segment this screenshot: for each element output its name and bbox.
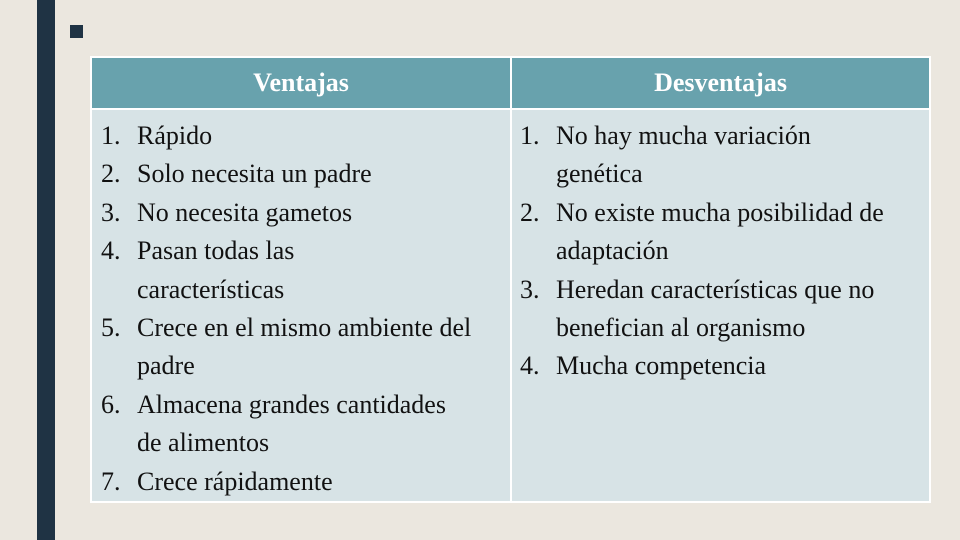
list-item <box>520 194 946 271</box>
item-text: No hay mucha variación genética <box>556 121 811 189</box>
item-number: 7. <box>101 466 121 496</box>
desventajas-cell <box>511 109 930 502</box>
item-text: No existe mucha posibilidad de adaptación <box>556 197 884 266</box>
item-number: 3. <box>101 197 121 227</box>
item-text: Rápido <box>137 121 213 150</box>
list-item <box>101 117 507 155</box>
item-number: 4. <box>101 236 121 266</box>
desventajas-list <box>512 117 929 386</box>
item-number: 4. <box>520 351 540 381</box>
comparison-table <box>90 56 931 503</box>
item-number: 3. <box>520 274 540 304</box>
item-number: 5. <box>101 313 121 343</box>
ventajas-cell <box>91 109 511 502</box>
list-item <box>101 386 467 463</box>
item-number: 1. <box>101 121 121 150</box>
item-number: 2. <box>520 197 540 227</box>
list-item <box>101 155 507 193</box>
list-item <box>520 347 946 385</box>
header-ventajas: Ventajas <box>91 57 511 109</box>
item-text: Crece en el mismo ambiente del padre <box>137 313 472 381</box>
body-row <box>91 109 930 502</box>
item-text: Pasan todas las características <box>137 236 295 304</box>
list-item <box>520 271 951 348</box>
list-item <box>101 194 507 232</box>
list-item <box>101 232 337 309</box>
item-text: Crece rápidamente <box>137 466 333 496</box>
item-number: 1. <box>520 121 540 150</box>
item-text: Solo necesita un padre <box>137 159 372 189</box>
item-number: 6. <box>101 389 121 419</box>
header-desventajas: Desventajas <box>511 57 930 109</box>
item-text: Heredan características que no benefician al organismo <box>556 274 875 343</box>
ventajas-list <box>92 117 510 501</box>
list-item <box>520 117 896 194</box>
accent-side-bar <box>37 0 55 540</box>
item-number: 2. <box>101 159 121 189</box>
list-item <box>101 463 507 501</box>
header-row <box>91 57 930 109</box>
item-text: Almacena grandes cantidades de alimentos <box>137 389 446 458</box>
list-item <box>101 309 509 386</box>
item-text: No necesita gametos <box>137 197 353 227</box>
item-text: Mucha competencia <box>556 351 767 381</box>
accent-corner-square <box>70 25 83 38</box>
